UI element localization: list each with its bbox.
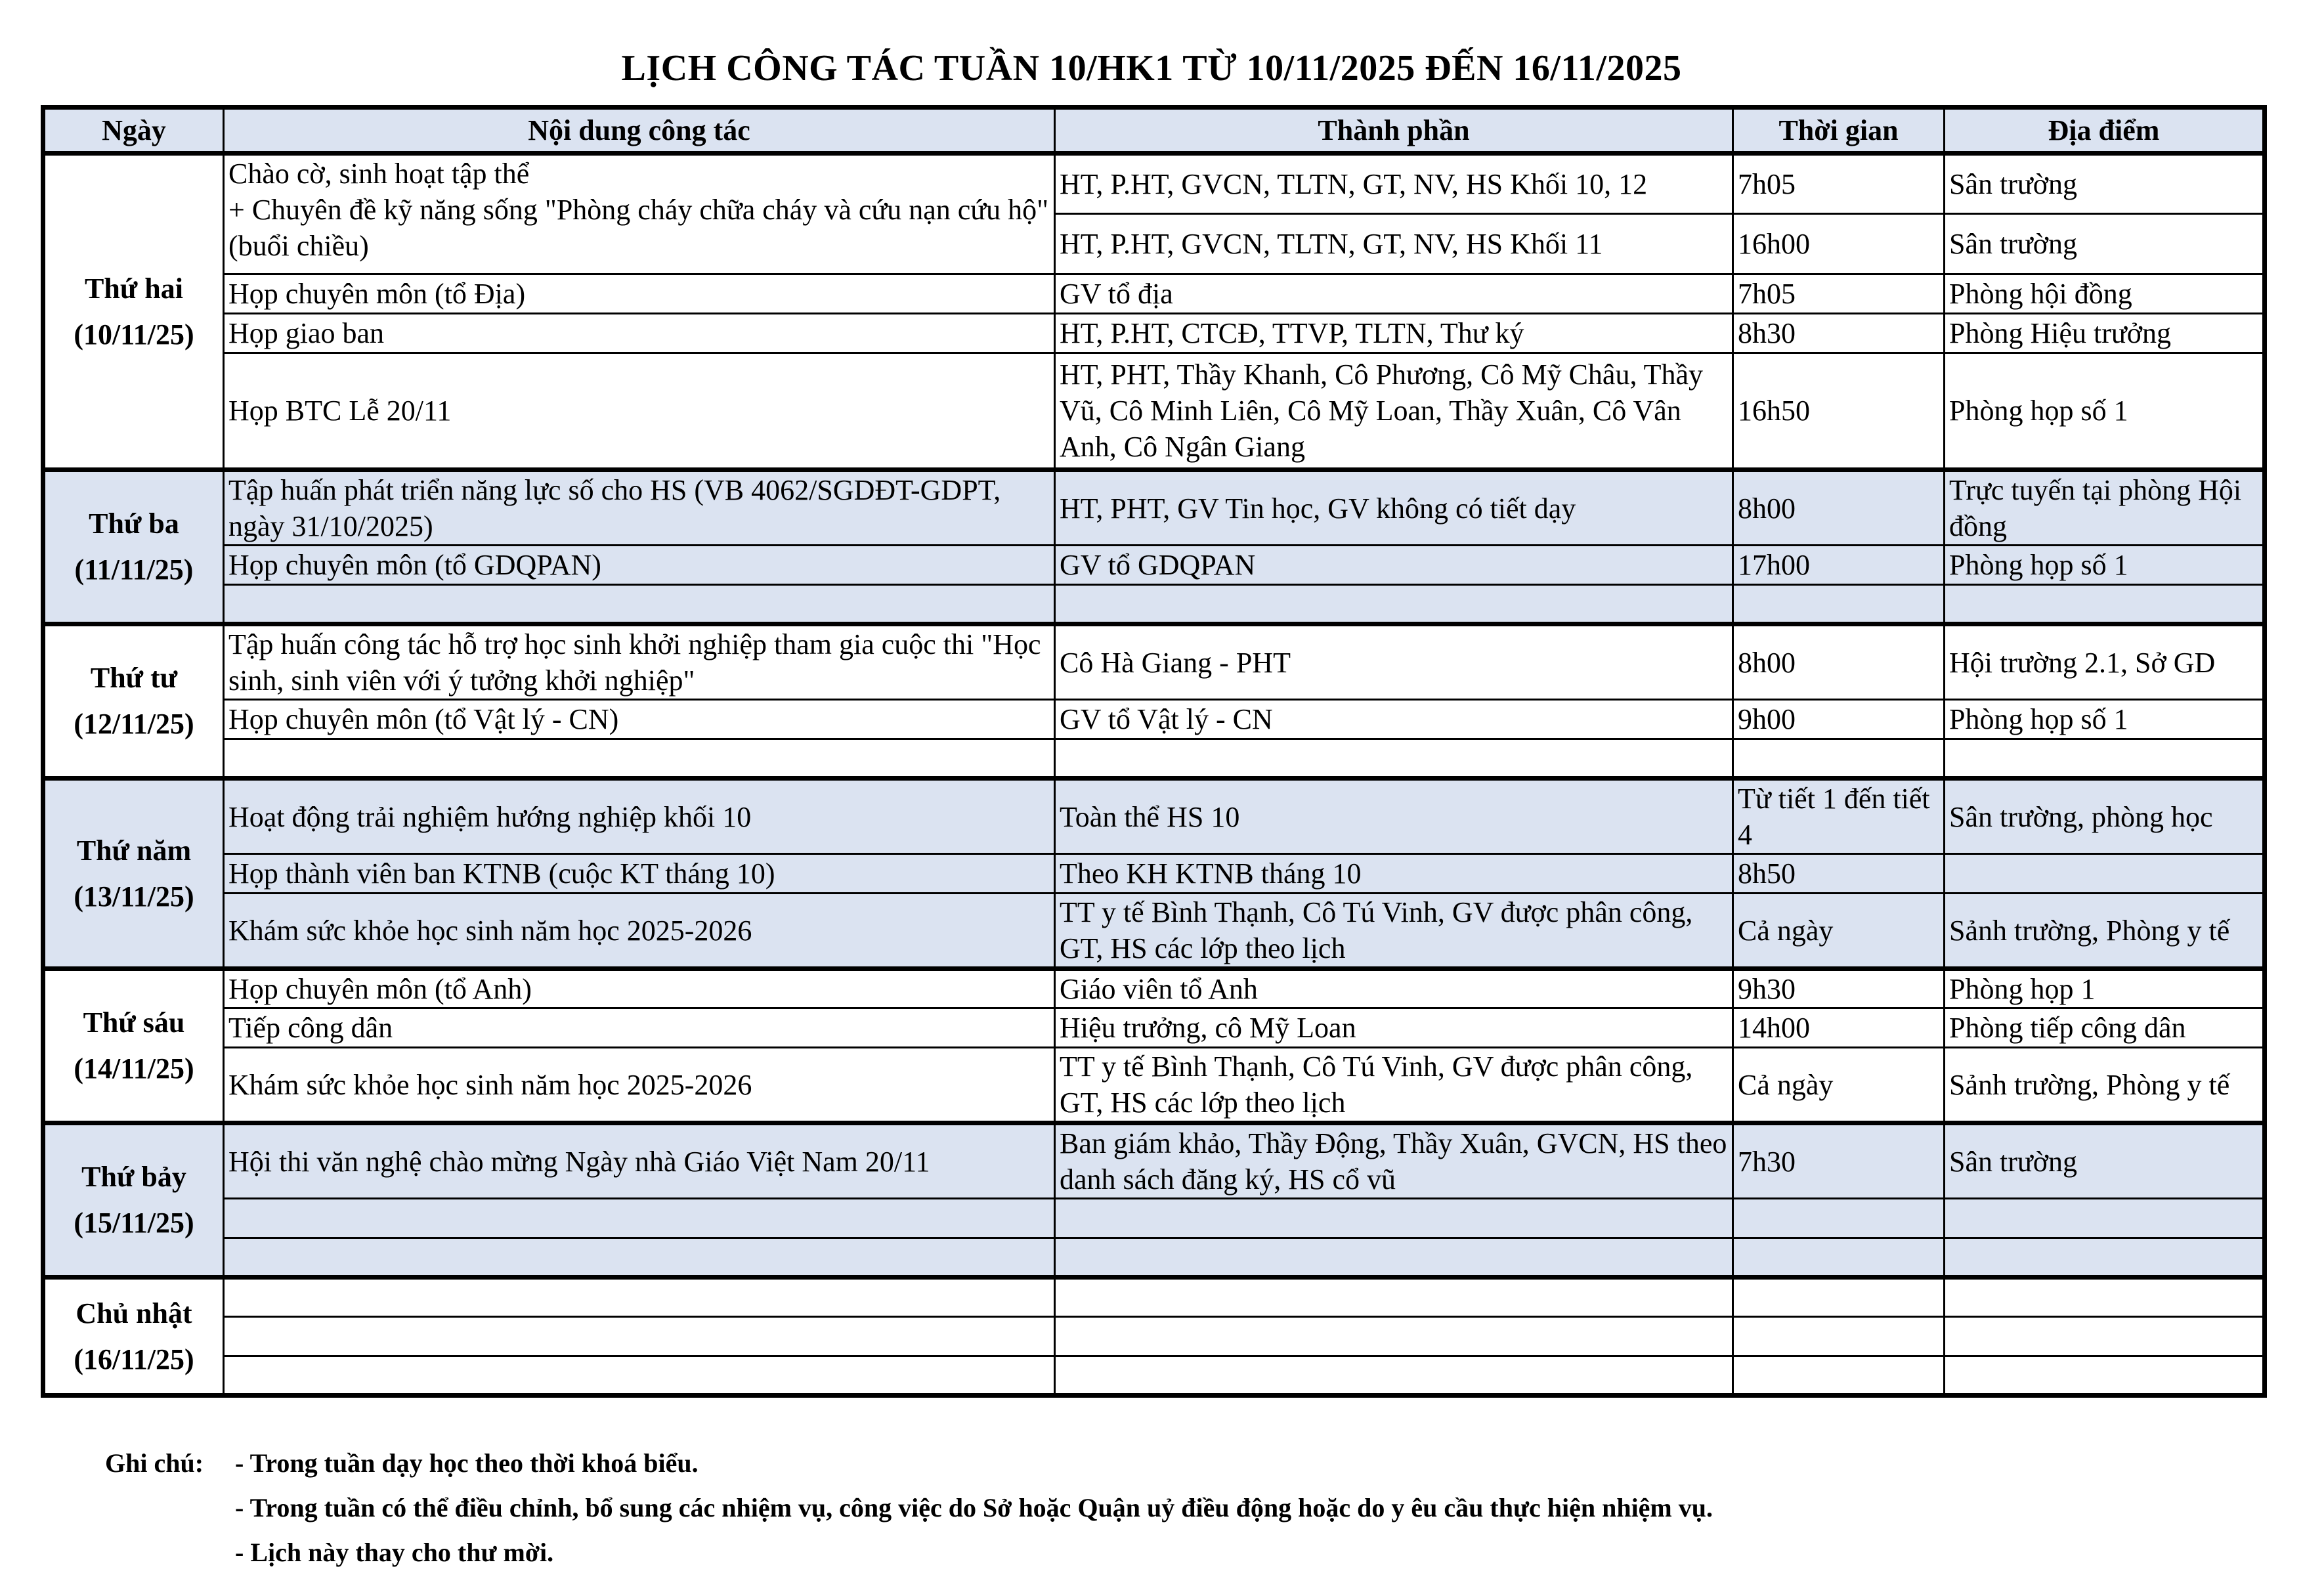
content-cell: Chào cờ, sinh hoạt tập thể + Chuyên đề kỹ năng sống "Phòng cháy chữa cháy và cứu nạn cứu hộ" (buổi chiều): [224, 154, 1055, 274]
participants-cell: GV tổ địa: [1055, 274, 1733, 314]
note-line: - Trong tuần có thể điều chỉnh, bổ sung các nhiệm vụ, công việc do Sở hoặc Quận uỷ điều động hoặc do y êu cầu thực hiện nhiệm vụ.: [235, 1493, 1713, 1522]
location-cell: Phòng hội đồng: [1945, 274, 2265, 314]
day-group-wednesday: [43, 624, 2265, 779]
day-name: Thứ ba: [89, 507, 179, 540]
table-row: [43, 739, 2265, 779]
participants-cell: GV tổ Vật lý - CN: [1055, 700, 1733, 739]
day-date: (11/11/25): [74, 553, 194, 586]
time-cell: 9h00: [1733, 700, 1945, 739]
content-cell: Hoạt động trải nghiệm hướng nghiệp khối 10: [224, 779, 1055, 854]
day-date: (16/11/25): [74, 1343, 194, 1375]
day-cell: [43, 779, 224, 969]
location-cell: [1945, 1238, 2265, 1278]
time-cell: 16h50: [1733, 353, 1945, 470]
table-row: [43, 1238, 2265, 1278]
time-cell: [1733, 585, 1945, 624]
time-cell: 17h00: [1733, 546, 1945, 585]
table-row: [43, 585, 2265, 624]
location-cell: Sảnh trường, Phòng y tế: [1945, 1048, 2265, 1123]
content-cell: Họp thành viên ban KTNB (cuộc KT tháng 10): [224, 854, 1055, 894]
participants-cell: HT, P.HT, CTCĐ, TTVP, TLTN, Thư ký: [1055, 314, 1733, 353]
participants-cell: [1055, 585, 1733, 624]
content-cell: Khám sức khỏe học sinh năm học 2025-2026: [224, 894, 1055, 969]
participants-cell: [1055, 1199, 1733, 1238]
time-cell: [1733, 1356, 1945, 1396]
location-cell: [1945, 1199, 2265, 1238]
participants-cell: GV tổ GDQPAN: [1055, 546, 1733, 585]
notes-label: Ghi chú:: [105, 1448, 204, 1478]
time-cell: Từ tiết 1 đến tiết 4: [1733, 779, 1945, 854]
participants-cell: HT, PHT, Thầy Khanh, Cô Phương, Cô Mỹ Châu, Thầy Vũ, Cô Minh Liên, Cô Mỹ Loan, Thầy Xuân, Cô Vân Anh, Cô Ngân Giang: [1055, 353, 1733, 470]
participants-cell: [1055, 1238, 1733, 1278]
table-row: [43, 470, 2265, 546]
day-cell: [43, 470, 224, 624]
table-row: [43, 1356, 2265, 1396]
table-row: [43, 969, 2265, 1008]
table-row: [43, 353, 2265, 470]
day-cell: [43, 969, 224, 1123]
content-cell: Họp giao ban: [224, 314, 1055, 353]
participants-cell: Cô Hà Giang - PHT: [1055, 624, 1733, 700]
header-participants: Thành phần: [1055, 108, 1733, 154]
content-cell: [224, 1356, 1055, 1396]
day-date: (10/11/25): [74, 318, 194, 351]
time-cell: 8h30: [1733, 314, 1945, 353]
participants-cell: Theo KH KTNB tháng 10: [1055, 854, 1733, 894]
day-name: Thứ sáu: [83, 1006, 185, 1039]
table-row: [43, 1278, 2265, 1317]
location-cell: Sân trường, phòng học: [1945, 779, 2265, 854]
time-cell: [1733, 1199, 1945, 1238]
notes-section: [105, 1441, 1713, 1575]
participants-cell: Giáo viên tổ Anh: [1055, 969, 1733, 1008]
location-cell: Phòng Hiệu trưởng: [1945, 314, 2265, 353]
content-cell: Họp chuyên môn (tổ Vật lý - CN): [224, 700, 1055, 739]
header-day: Ngày: [43, 108, 224, 154]
time-cell: [1733, 1317, 1945, 1356]
day-group-thursday: [43, 779, 2265, 969]
table-row: [43, 314, 2265, 353]
location-cell: Sân trường: [1945, 154, 2265, 214]
table-row: [43, 1199, 2265, 1238]
time-cell: 7h05: [1733, 154, 1945, 214]
note-line: - Lịch này thay cho thư mời.: [235, 1538, 554, 1567]
location-cell: Sân trường: [1945, 1123, 2265, 1199]
content-cell: [224, 585, 1055, 624]
content-cell: Họp BTC Lễ 20/11: [224, 353, 1055, 470]
content-cell: Khám sức khỏe học sinh năm học 2025-2026: [224, 1048, 1055, 1123]
day-group-friday: [43, 969, 2265, 1123]
table-row: [43, 700, 2265, 739]
content-cell: [224, 1199, 1055, 1238]
table-row: [43, 546, 2265, 585]
time-cell: 7h30: [1733, 1123, 1945, 1199]
day-name: Thứ bảy: [81, 1161, 186, 1193]
content-cell: Họp chuyên môn (tổ Anh): [224, 969, 1055, 1008]
table-row: [43, 1008, 2265, 1048]
content-cell: Họp chuyên môn (tổ GDQPAN): [224, 546, 1055, 585]
content-cell: Hội thi văn nghệ chào mừng Ngày nhà Giáo Việt Nam 20/11: [224, 1123, 1055, 1199]
day-date: (13/11/25): [74, 880, 194, 913]
day-date: (12/11/25): [74, 708, 194, 740]
location-cell: Sân trường: [1945, 214, 2265, 274]
day-group-sunday: [43, 1278, 2265, 1396]
time-cell: [1733, 739, 1945, 779]
day-name: Thứ năm: [76, 834, 192, 867]
table-row: [43, 1317, 2265, 1356]
location-cell: [1945, 739, 2265, 779]
location-cell: [1945, 1278, 2265, 1317]
table-row: [43, 894, 2265, 969]
day-group-saturday: [43, 1123, 2265, 1278]
day-group-monday: [43, 154, 2265, 470]
table-row: [43, 1123, 2265, 1199]
location-cell: Hội trường 2.1, Sở GD: [1945, 624, 2265, 700]
location-cell: Phòng họp số 1: [1945, 353, 2265, 470]
location-cell: Trực tuyến tại phòng Hội đồng: [1945, 470, 2265, 546]
content-cell: Tập huấn công tác hỗ trợ học sinh khởi nghiệp tham gia cuộc thi "Học sinh, sinh viên với ý tưởng khởi nghiệp": [224, 624, 1055, 700]
time-cell: Cả ngày: [1733, 894, 1945, 969]
participants-cell: [1055, 1356, 1733, 1396]
time-cell: [1733, 1278, 1945, 1317]
location-cell: [1945, 1356, 2265, 1396]
content-cell: [224, 1317, 1055, 1356]
content-cell: [224, 739, 1055, 779]
header-location: Địa điểm: [1945, 108, 2265, 154]
header-time: Thời gian: [1733, 108, 1945, 154]
table-row: [43, 154, 2265, 214]
participants-cell: [1055, 1278, 1733, 1317]
day-cell: [43, 1123, 224, 1278]
participants-cell: HT, P.HT, GVCN, TLTN, GT, NV, HS Khối 10, 12: [1055, 154, 1733, 214]
day-group-tuesday: [43, 470, 2265, 624]
schedule-table: [41, 105, 2267, 1398]
participants-cell: Hiệu trưởng, cô Mỹ Loan: [1055, 1008, 1733, 1048]
table-row: [43, 1048, 2265, 1123]
page-title: LỊCH CÔNG TÁC TUẦN 10/HK1 TỪ 10/11/2025 ĐẾN 16/11/2025: [621, 48, 1682, 89]
day-name: Thứ hai: [85, 272, 183, 305]
time-cell: [1733, 1238, 1945, 1278]
location-cell: Sảnh trường, Phòng y tế: [1945, 894, 2265, 969]
location-cell: Phòng họp số 1: [1945, 700, 2265, 739]
location-cell: Phòng họp 1: [1945, 969, 2265, 1008]
day-date: (15/11/25): [74, 1207, 194, 1239]
location-cell: [1945, 854, 2265, 894]
header-content: Nội dung công tác: [224, 108, 1055, 154]
participants-cell: [1055, 739, 1733, 779]
time-cell: 8h00: [1733, 624, 1945, 700]
content-cell: Tiếp công dân: [224, 1008, 1055, 1048]
content-cell: [224, 1238, 1055, 1278]
time-cell: 14h00: [1733, 1008, 1945, 1048]
location-cell: Phòng họp số 1: [1945, 546, 2265, 585]
location-cell: [1945, 585, 2265, 624]
participants-cell: TT y tế Bình Thạnh, Cô Tú Vinh, GV được phân công, GT, HS các lớp theo lịch: [1055, 1048, 1733, 1123]
day-cell: [43, 154, 224, 470]
table-row: [43, 779, 2265, 854]
content-cell: Tập huấn phát triển năng lực số cho HS (VB 4062/SGDĐT-GDPT, ngày 31/10/2025): [224, 470, 1055, 546]
time-cell: Cả ngày: [1733, 1048, 1945, 1123]
time-cell: 16h00: [1733, 214, 1945, 274]
participants-cell: HT, P.HT, GVCN, TLTN, GT, NV, HS Khối 11: [1055, 214, 1733, 274]
location-cell: [1945, 1317, 2265, 1356]
participants-cell: HT, PHT, GV Tin học, GV không có tiết dạy: [1055, 470, 1733, 546]
time-cell: 8h50: [1733, 854, 1945, 894]
participants-cell: [1055, 1317, 1733, 1356]
header-row: [43, 108, 2265, 154]
participants-cell: TT y tế Bình Thạnh, Cô Tú Vinh, GV được phân công, GT, HS các lớp theo lịch: [1055, 894, 1733, 969]
day-cell: [43, 1278, 224, 1396]
table-row: [43, 624, 2265, 700]
location-cell: Phòng tiếp công dân: [1945, 1008, 2265, 1048]
participants-cell: Toàn thể HS 10: [1055, 779, 1733, 854]
time-cell: 9h30: [1733, 969, 1945, 1008]
time-cell: 7h05: [1733, 274, 1945, 314]
content-cell: [224, 1278, 1055, 1317]
content-cell: Họp chuyên môn (tổ Địa): [224, 274, 1055, 314]
day-name: Thứ tư: [90, 662, 178, 694]
day-date: (14/11/25): [74, 1052, 194, 1085]
participants-cell: Ban giám khảo, Thầy Động, Thầy Xuân, GVCN, HS theo danh sách đăng ký, HS cổ vũ: [1055, 1123, 1733, 1199]
day-name: Chủ nhật: [75, 1297, 192, 1329]
day-cell: [43, 624, 224, 779]
time-cell: 8h00: [1733, 470, 1945, 546]
table-row: [43, 854, 2265, 894]
table-row: [43, 274, 2265, 314]
note-line: - Trong tuần dạy học theo thời khoá biểu.: [235, 1448, 699, 1478]
